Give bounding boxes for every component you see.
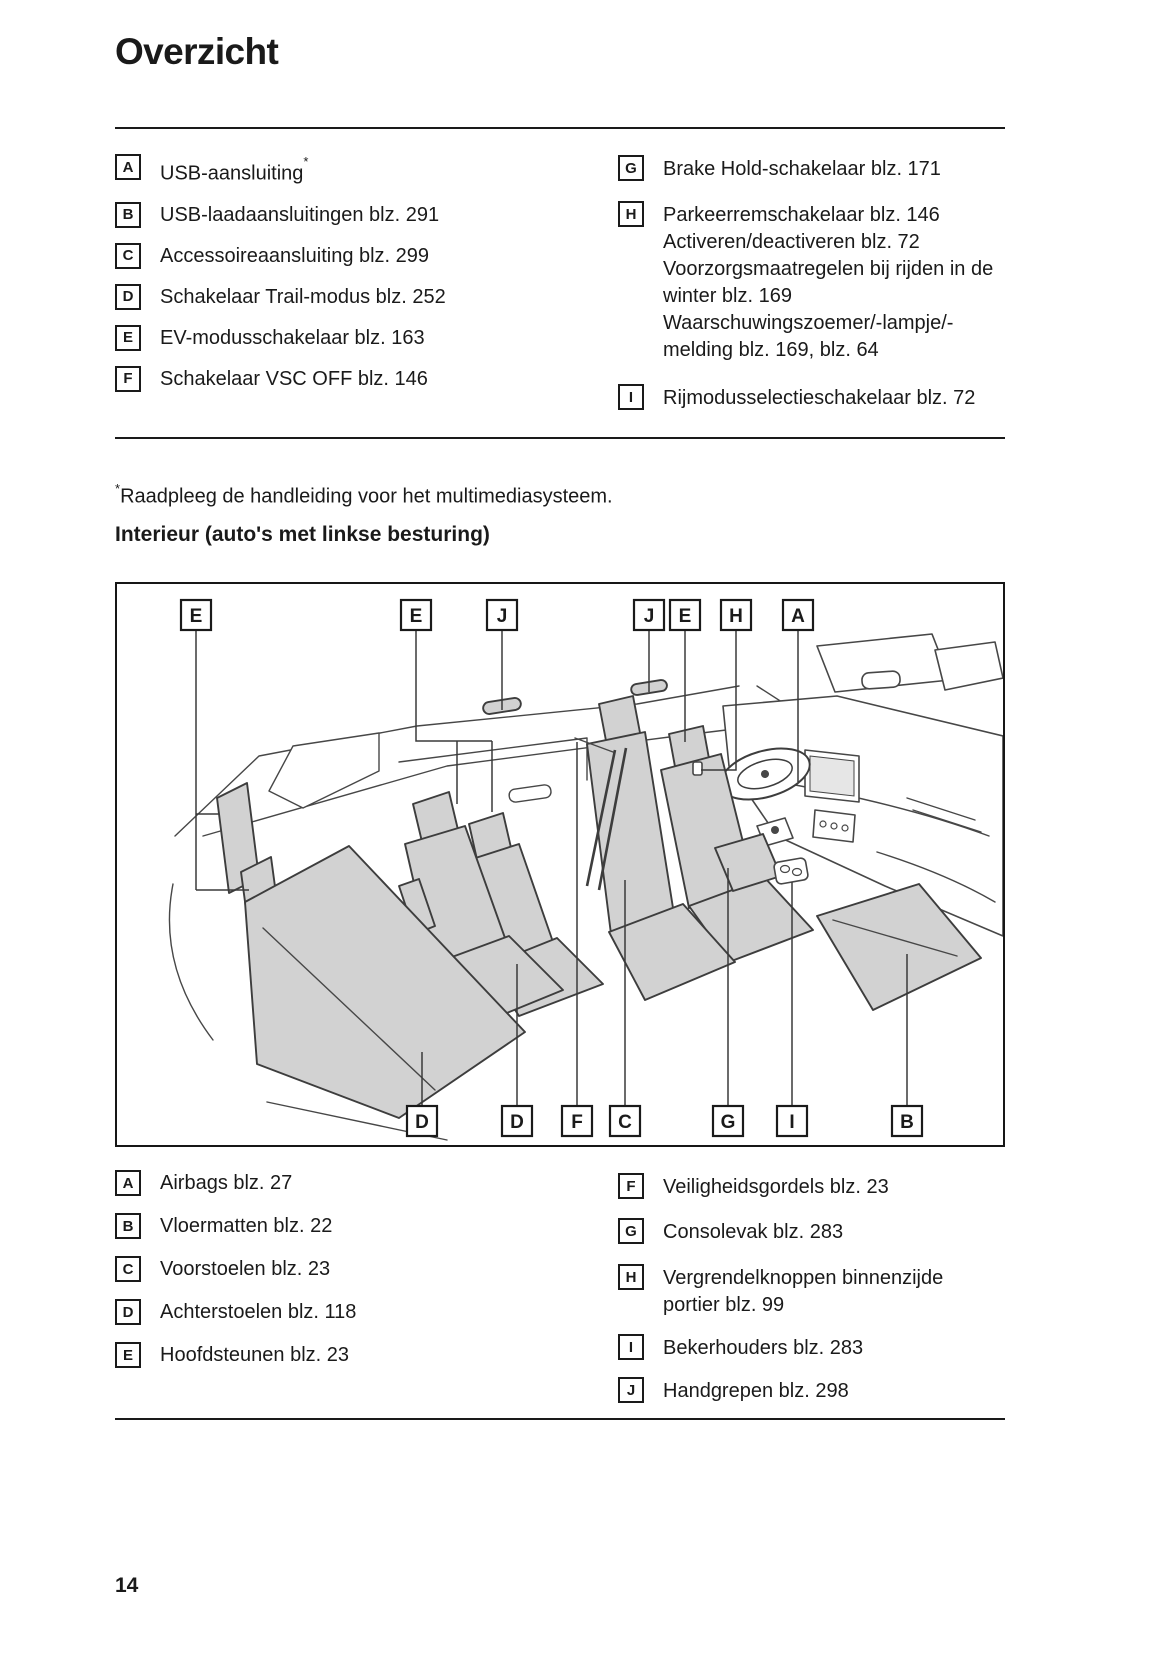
legend-item-airbags (115, 1170, 595, 1196)
legend-item-label: Airbags blz. 27 (160, 1172, 293, 1194)
diagram-label-I-bottom (777, 1106, 807, 1136)
letter-badge: I (618, 384, 644, 410)
legend-item-label: Schakelaar VSC OFF blz. 146 (160, 367, 428, 390)
legend-item-label: Vergrendelknoppen binnenzijde portier blz. 99 (663, 1267, 944, 1316)
page-number: 14 (115, 1574, 139, 1597)
cup-holders (773, 857, 808, 884)
legend-item-head-restraints (115, 1342, 595, 1368)
bottom-legend-left-column (115, 1160, 595, 1368)
legend-item-rear-seats (115, 1299, 595, 1325)
legend-item-label: Hoofdsteunen blz. 23 (160, 1344, 350, 1366)
letter-badge: C (115, 1256, 141, 1282)
legend-item-usb (115, 154, 595, 187)
svg-text:C: C (618, 1112, 632, 1133)
legend-item-parking-brake (618, 201, 1005, 364)
svg-text:I: I (789, 1112, 795, 1133)
letter-badge: E (115, 1342, 141, 1368)
top-legend (115, 140, 1005, 430)
legend-item-label: Brake Hold-schakelaar blz. 171 (663, 158, 941, 180)
legend-item-console-box (618, 1218, 1005, 1246)
letter-badge: A (115, 1170, 141, 1196)
legend-item-label: Accessoireaansluiting blz. 299 (160, 244, 430, 267)
legend-item-label: USB-laadaansluitingen blz. 291 (160, 203, 440, 226)
letter-badge: G (618, 155, 644, 181)
svg-text:A: A (791, 606, 805, 627)
legend-item-accessory (115, 243, 595, 269)
legend-item-label: Parkeerremschakelaar blz. 146 Activeren/deactiveren blz. 72 Voorzorgsmaatregelen bij rijden in de winter blz. 169 Waarschuwingszoemer/-lampje/- melding blz. 169, blz. 64 (663, 204, 994, 361)
svg-text:E: E (189, 606, 203, 627)
legend-item-label: Consolevak blz. 283 (663, 1221, 844, 1243)
diagram-label-F-bottom (562, 1106, 592, 1136)
top-legend-right-column (618, 140, 1005, 412)
legend-item-label: USB-aansluiting* (160, 154, 309, 185)
diagram-label-C-bottom (610, 1106, 640, 1136)
svg-text:E: E (409, 606, 423, 627)
legend-item-ev-mode (115, 325, 595, 351)
diagram-label-J-top-2 (634, 600, 664, 630)
footnote-marker: * (303, 154, 309, 169)
legend-item-label: Voorstoelen blz. 23 (160, 1258, 331, 1280)
interior-diagram (115, 582, 1005, 1147)
letter-badge: D (115, 284, 141, 310)
diagram-label-D-bottom-1 (407, 1106, 437, 1136)
divider-top (115, 127, 1005, 129)
door-lock-knob (693, 762, 702, 775)
top-legend-left-column (115, 140, 595, 392)
bottom-legend (115, 1160, 1005, 1410)
letter-badge: I (618, 1334, 644, 1360)
footnote: *Raadpleeg de handleiding voor het multimediasysteem. (115, 481, 613, 508)
letter-badge: H (618, 1264, 644, 1290)
svg-text:D: D (510, 1112, 524, 1133)
legend-item-seat-belts (618, 1173, 1005, 1201)
diagram-label-A-top (783, 600, 813, 630)
svg-text:G: G (720, 1112, 736, 1133)
diagram-label-G-bottom (713, 1106, 743, 1136)
letter-badge: B (115, 1213, 141, 1239)
legend-item-brake-hold (618, 155, 1005, 183)
legend-item-floor-mats (115, 1213, 595, 1239)
diagram-label-E-top-2 (401, 600, 431, 630)
legend-item-label: Veiligheidsgordels blz. 23 (663, 1176, 889, 1198)
legend-item-vsc-off (115, 366, 595, 392)
legend-item-label: Rijmodusselectieschakelaar blz. 72 (663, 387, 976, 409)
footnote-marker: * (115, 481, 121, 496)
svg-text:D: D (415, 1112, 429, 1133)
svg-text:B: B (900, 1112, 914, 1133)
letter-badge: A (115, 154, 141, 180)
letter-badge: G (618, 1218, 644, 1244)
bottom-legend-right-column (618, 1160, 1005, 1405)
legend-item-usb-charge (115, 202, 595, 228)
letter-badge: F (115, 366, 141, 392)
legend-item-drive-mode (618, 384, 1005, 412)
letter-badge: H (618, 201, 644, 227)
legend-item-label: Bekerhouders blz. 283 (663, 1337, 864, 1359)
svg-text:F: F (571, 1112, 583, 1133)
svg-text:H: H (729, 606, 743, 627)
diagram-label-E-top-3 (670, 600, 700, 630)
touchscreen (805, 750, 859, 802)
legend-item-front-seats (115, 1256, 595, 1282)
legend-item-cup-holders (618, 1334, 1005, 1362)
sun-visors (817, 634, 1003, 692)
letter-badge: J (618, 1377, 644, 1403)
diagram-label-B-bottom (892, 1106, 922, 1136)
interior-heading: Interieur (auto's met linkse besturing) (115, 523, 490, 546)
legend-item-label: Achterstoelen blz. 118 (160, 1301, 357, 1323)
svg-text:E: E (678, 606, 692, 627)
legend-item-label: EV-modusschakelaar blz. 163 (160, 326, 425, 349)
legend-item-assist-grips (618, 1377, 1005, 1405)
legend-item-trail-mode (115, 284, 595, 310)
legend-item-label: Schakelaar Trail-modus blz. 252 (160, 285, 446, 308)
letter-badge: D (115, 1299, 141, 1325)
svg-text:J: J (643, 606, 655, 627)
legend-item-label: Vloermatten blz. 22 (160, 1215, 333, 1237)
divider-bottom (115, 1418, 1005, 1420)
letter-badge: B (115, 202, 141, 228)
letter-badge: F (618, 1173, 644, 1199)
diagram-label-J-top-1 (487, 600, 517, 630)
letter-badge: C (115, 243, 141, 269)
center-stack (813, 810, 855, 842)
svg-text:J: J (496, 606, 508, 627)
page-title: Overzicht (115, 31, 279, 72)
diagram-label-E-top-1 (181, 600, 211, 630)
legend-item-door-lock-buttons (618, 1264, 1005, 1319)
interior-diagram-svg (117, 584, 1003, 1145)
divider-middle (115, 437, 1005, 439)
rearview-mirror (861, 671, 900, 690)
diagram-label-H-top (721, 600, 751, 630)
letter-badge: E (115, 325, 141, 351)
diagram-label-D-bottom-2 (502, 1106, 532, 1136)
legend-item-label: Handgrepen blz. 298 (663, 1380, 849, 1402)
